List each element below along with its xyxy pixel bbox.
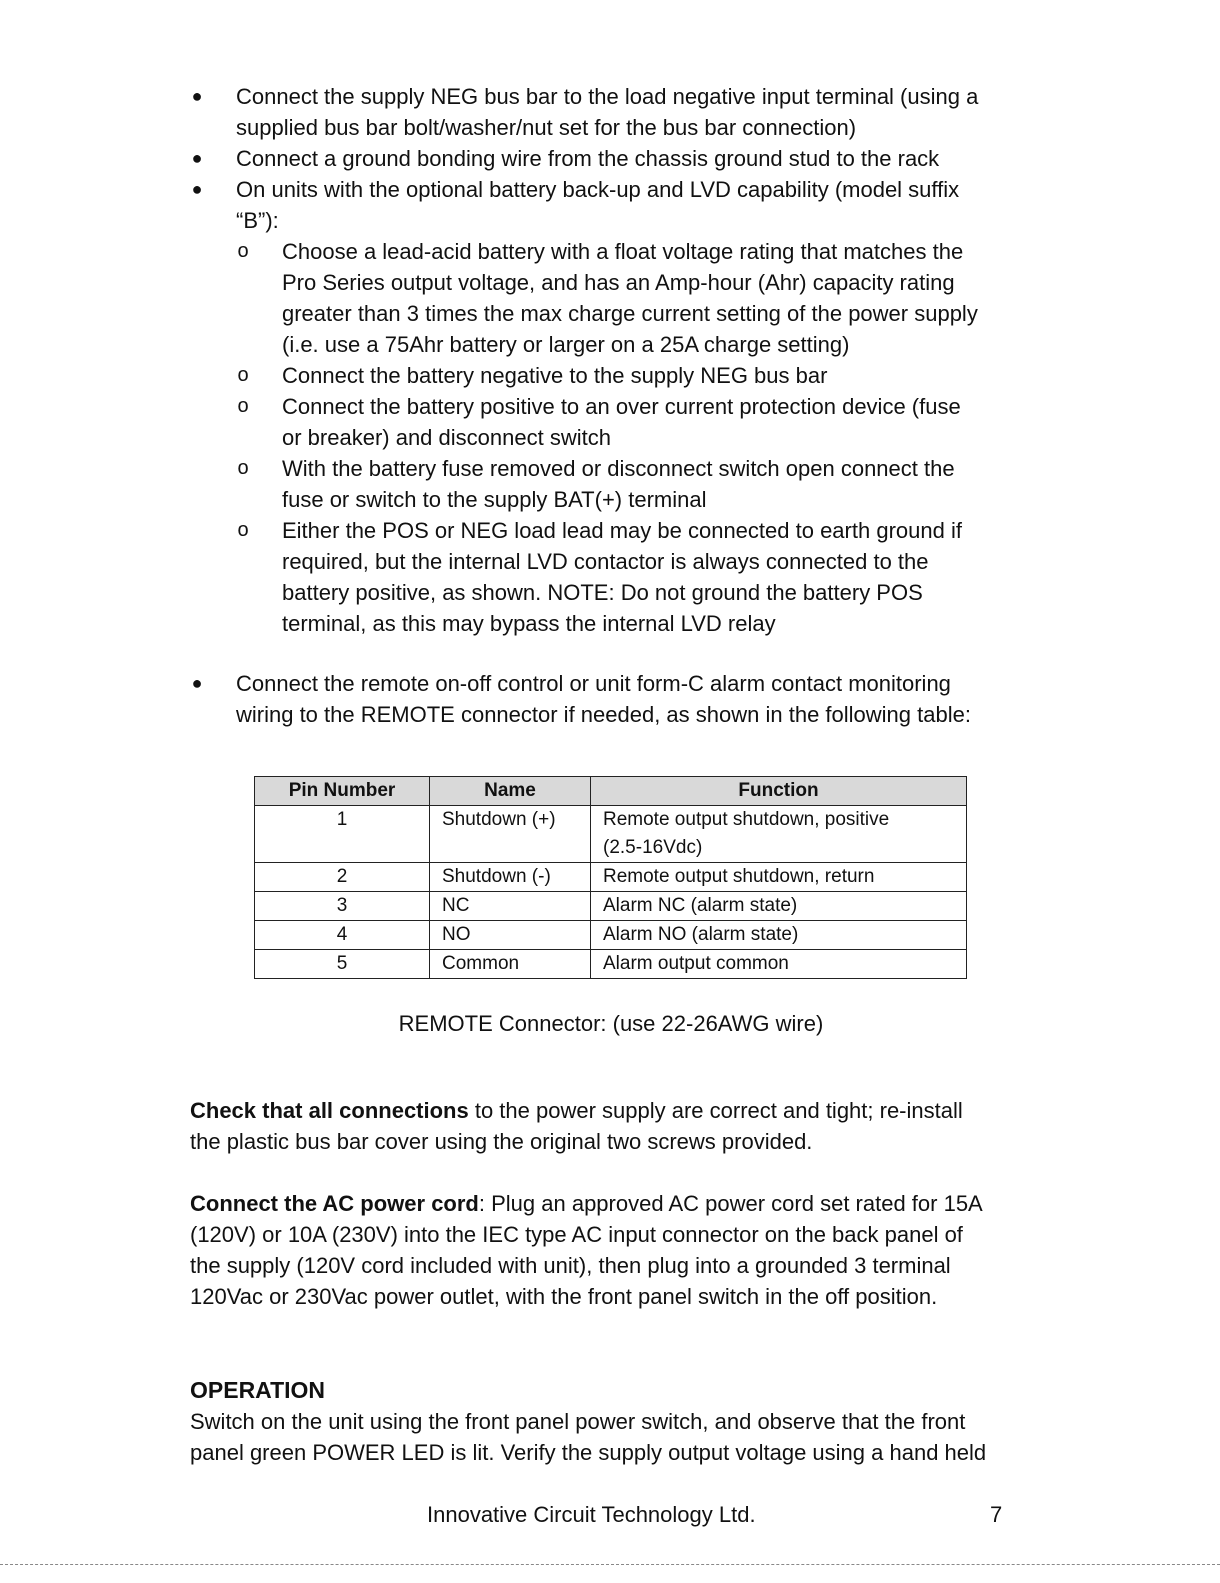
list-item-line: “B”): — [236, 208, 279, 233]
cell-function — [591, 892, 967, 921]
paragraph-text: to the power supply are correct and tight; re-install — [468, 1098, 963, 1123]
sub-list-item-line: Choose a lead-acid battery with a float voltage rating that matches the — [282, 239, 964, 264]
sub-list-item-line: battery positive, as shown. NOTE: Do not ground the battery POS — [282, 580, 923, 605]
paragraph-line: panel green POWER LED is lit. Verify the supply output voltage using a hand held — [190, 1440, 987, 1465]
sub-list-item-line: or breaker) and disconnect switch — [282, 425, 611, 450]
sub-list-item-line: (i.e. use a 75Ahr battery or larger on a 25A charge setting) — [282, 332, 850, 357]
list-item-line: On units with the optional battery back-up and LVD capability (model suffix — [236, 177, 960, 202]
cell-function — [591, 921, 967, 950]
table-row — [255, 950, 967, 979]
cell-function — [591, 806, 967, 863]
bullet-icon: ● — [191, 179, 203, 199]
sub-list-item-line: Either the POS or NEG load lead may be connected to earth ground if — [282, 518, 962, 543]
list-item-line: Connect the supply NEG bus bar to the load negative input terminal (using a — [236, 84, 979, 109]
sub-list-item-line: Pro Series output voltage, and has an Amp-hour (Ahr) capacity rating — [282, 270, 955, 295]
cell-function-line: (2.5-16Vdc) — [603, 837, 703, 858]
table-row — [255, 892, 967, 921]
table-row — [255, 863, 967, 892]
cell-name: NC — [430, 892, 591, 921]
sub-bullet-icon: o — [237, 395, 249, 417]
bullet-icon: ● — [191, 673, 203, 693]
ac-power-paragraph — [190, 1188, 1050, 1312]
cell-pin: 1 — [255, 806, 430, 863]
sub-list-item — [236, 515, 1050, 639]
cell-name: Shutdown (-) — [430, 863, 591, 892]
cell-function — [591, 863, 967, 892]
sub-bullet-icon: o — [237, 519, 249, 541]
cell-function-line: Alarm NC (alarm state) — [603, 895, 798, 916]
paragraph-line: (120V) or 10A (230V) into the IEC type AC input connector on the back panel of — [190, 1222, 963, 1247]
cell-pin: 3 — [255, 892, 430, 921]
paragraph-line: the plastic bus bar cover using the original two screws provided. — [190, 1129, 813, 1154]
paragraph-line: Switch on the unit using the front panel power switch, and observe that the front — [190, 1409, 966, 1434]
remote-table-wrapper — [254, 776, 1050, 979]
page-content — [190, 81, 1050, 1468]
sub-list-item-line: greater than 3 times the max charge current setting of the power supply — [282, 301, 978, 326]
operation-paragraph — [190, 1406, 1050, 1468]
cell-pin: 2 — [255, 863, 430, 892]
header-function: Function — [591, 777, 967, 806]
table-caption: REMOTE Connector: (use 22-26AWG wire) — [398, 1011, 824, 1036]
sub-list-item — [236, 453, 1050, 515]
sub-bullet-icon: o — [237, 457, 249, 479]
cell-pin: 4 — [255, 921, 430, 950]
paragraph-line — [190, 1095, 1050, 1126]
header-pin-number: Pin Number — [255, 777, 430, 806]
cell-function-line: Remote output shutdown, return — [603, 866, 875, 887]
cell-function-line: Remote output shutdown, positive — [603, 809, 890, 830]
cell-name: NO — [430, 921, 591, 950]
table-row — [255, 921, 967, 950]
bold-lead-text: Check that all connections — [190, 1098, 469, 1123]
page-number: 7 — [990, 1502, 1003, 1527]
sub-list-item-line: fuse or switch to the supply BAT(+) terminal — [282, 487, 707, 512]
table-header-row — [255, 777, 967, 806]
list-item — [190, 174, 1050, 236]
sub-bullet-list — [236, 236, 1050, 639]
paragraph-line: the supply (120V cord included with unit), then plug into a grounded 3 terminal — [190, 1253, 951, 1278]
sub-bullet-icon: o — [237, 240, 249, 262]
list-item-remote — [190, 668, 1050, 730]
list-item — [190, 143, 1050, 174]
bullet-icon: ● — [191, 148, 203, 168]
table-row — [255, 806, 967, 863]
page-bottom-divider — [0, 1564, 1220, 1565]
sub-list-item — [236, 236, 1050, 360]
list-item-line: Connect the remote on-off control or unit form-C alarm contact monitoring — [236, 671, 951, 696]
list-item-line: wiring to the REMOTE connector if needed, as shown in the following table: — [236, 702, 971, 727]
list-item — [190, 81, 1050, 143]
cell-name: Common — [430, 950, 591, 979]
footer-company-name: Innovative Circuit Technology Ltd. — [427, 1502, 756, 1527]
sub-list-item-line: required, but the internal LVD contactor is always connected to the — [282, 549, 929, 574]
sub-list-item — [236, 391, 1050, 453]
cell-pin: 5 — [255, 950, 430, 979]
sub-list-item-line: terminal, as this may bypass the internal LVD relay — [282, 611, 776, 636]
paragraph-line — [190, 1188, 1050, 1219]
paragraph-line: 120Vac or 230Vac power outlet, with the front panel switch in the off position. — [190, 1284, 938, 1309]
cell-function-line: Alarm output common — [603, 953, 789, 974]
list-item-line: supplied bus bar bolt/washer/nut set for the bus bar connection) — [236, 115, 857, 140]
sub-list-item-line: Connect the battery positive to an over current protection device (fuse — [282, 394, 961, 419]
cell-function-line: Alarm NO (alarm state) — [603, 924, 799, 945]
bullet-icon: ● — [191, 86, 203, 106]
header-name: Name — [430, 777, 591, 806]
sub-list-item-line: With the battery fuse removed or disconnect switch open connect the — [282, 456, 955, 481]
list-item-line: Connect a ground bonding wire from the chassis ground stud to the rack — [236, 146, 940, 171]
paragraph-text: : Plug an approved AC power cord set rated for 15A — [478, 1191, 983, 1216]
bullet-list-top — [190, 81, 1050, 236]
sub-list-item-line: Connect the battery negative to the supply NEG bus bar — [282, 363, 828, 388]
sub-bullet-icon: o — [237, 364, 249, 386]
bold-lead-text: Connect the AC power cord — [190, 1191, 479, 1216]
cell-name: Shutdown (+) — [430, 806, 591, 863]
cell-function — [591, 950, 967, 979]
sub-list-item — [236, 360, 1050, 391]
operation-heading: OPERATION — [190, 1377, 326, 1403]
remote-connector-table — [254, 776, 967, 979]
check-connections-paragraph — [190, 1095, 1050, 1157]
